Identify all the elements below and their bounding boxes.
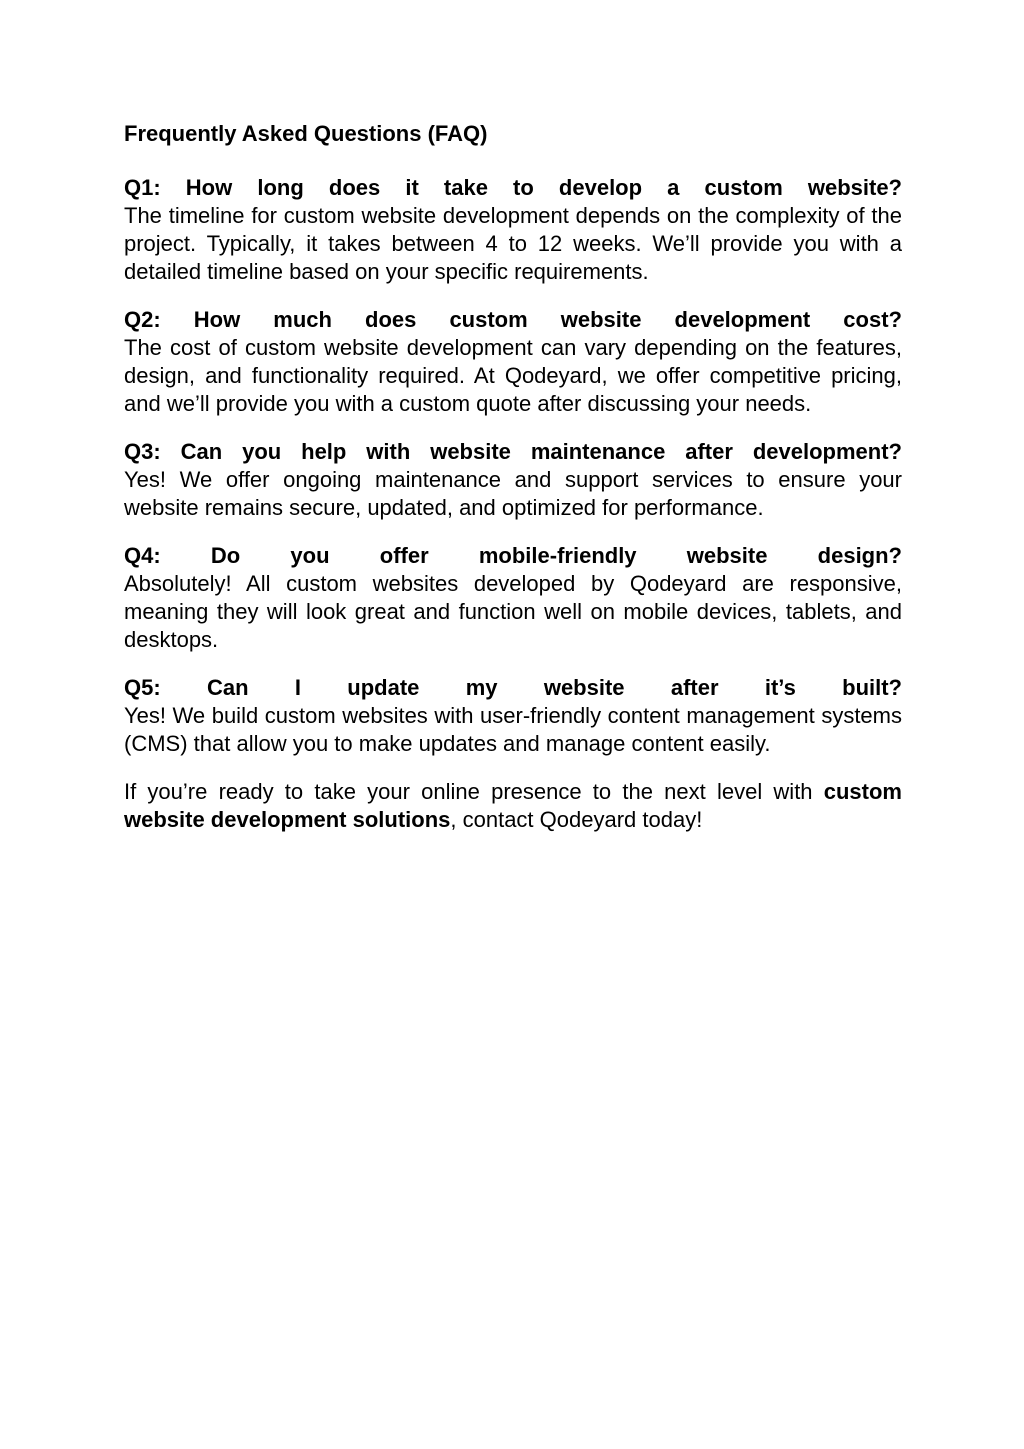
faq-item-2 [124,306,902,418]
faq-question: Q1: How long does it take to develop a custom website? [124,175,902,200]
closing-tail-text: , contact Qodeyard today! [450,807,703,832]
faq-item-5 [124,674,902,758]
faq-answer: The timeline for custom website development depends on the complexity of the project. Typically, it takes between 4 to 12 weeks. We’ll provide you with a detailed timeline based on your specific requirements. [124,203,902,284]
closing-bold-text: custom website development solutions [124,779,902,832]
closing-paragraph [124,778,902,834]
faq-answer: The cost of custom website development can vary depending on the features, design, and functionality required. At Qodeyard, we offer competitive pricing, and we’ll provide you with a custom quote after discussing your needs. [124,335,902,416]
closing-lead-text: If you’re ready to take your online presence to the next level with [124,779,824,804]
page-title: Frequently Asked Questions (FAQ) [124,121,488,146]
faq-question: Q3: Can you help with website maintenance after development? [124,439,902,464]
faq-question: Q2: How much does custom website development cost? [124,307,902,332]
faq-answer: Absolutely! All custom websites developed by Qodeyard are responsive, meaning they will look great and function well on mobile devices, tablets, and desktops. [124,571,902,652]
document-page [124,120,902,834]
faq-answer: Yes! We build custom websites with user-friendly content management systems (CMS) that allow you to make updates and manage content easily. [124,703,902,756]
faq-answer: Yes! We offer ongoing maintenance and support services to ensure your website remains secure, updated, and optimized for performance. [124,467,902,520]
faq-item-3 [124,438,902,522]
faq-item-4 [124,542,902,654]
faq-question: Q5: Can I update my website after it’s built? [124,675,902,700]
faq-question: Q4: Do you offer mobile-friendly website design? [124,543,902,568]
faq-item-1 [124,174,902,286]
